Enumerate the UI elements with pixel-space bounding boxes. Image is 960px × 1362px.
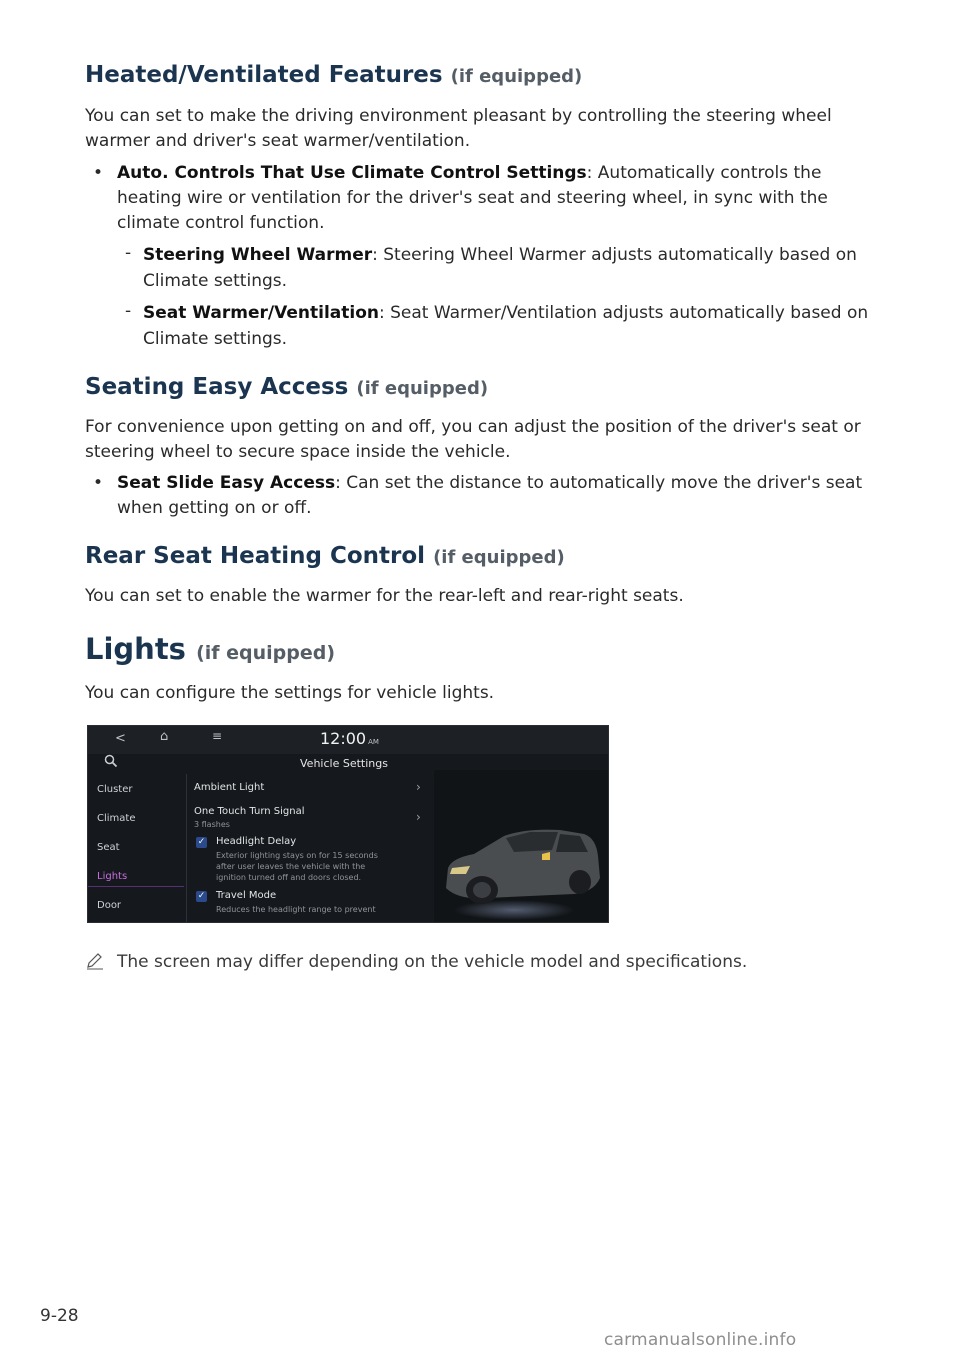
clock: 12:00 AM [320,729,379,748]
page-number: 9-28 [40,1306,79,1326]
rear-seat-intro: You can set to enable the warmer for the rear-left and rear-right seats. [85,586,684,606]
sidebar-item-door: Door [97,900,122,911]
travel-mode-row: Travel Mode [216,890,277,901]
chevron-right-icon: › [416,810,421,824]
heated-intro: You can set to make the driving environment pleasant by controlling the steering wheel warmer and driver's seat warmer/ventilation. [85,106,832,151]
steering-wheel-warmer-item: - Steering Wheel Warmer: Steering Wheel Warmer adjusts automatically based on Climate settings. [125,243,857,291]
seating-title: Seating Easy Access (if equipped) [85,374,489,400]
watermark: carmanualsonline.info [604,1330,797,1350]
home-icon: ⌂ [160,729,169,744]
menu-icon: ≡ [212,729,223,743]
if-equipped-tag: (if equipped) [356,378,489,399]
active-indicator [88,886,184,887]
turn-signal-value: 3 flashes [194,820,230,829]
sidebar-item-seat: Seat [97,842,120,853]
if-equipped-tag: (if equipped) [450,66,583,87]
travel-mode-desc: Reduces the headlight range to prevent [216,905,376,914]
lights-intro: You can configure the settings for vehicle lights. [85,683,495,703]
vehicle-settings-screenshot [87,725,609,923]
checkbox-checked-icon: ✓ [197,837,206,847]
if-equipped-tag: (if equipped) [196,642,336,664]
seat-warmer-ventilation-item: - Seat Warmer/Ventilation: Seat Warmer/Ventilation adjusts automatically based on Climate settings. [125,301,869,349]
search-icon [104,754,118,768]
manual-page-content [85,58,885,923]
lights-title: Lights (if equipped) [85,632,336,666]
sidebar-item-lights: Lights [97,871,128,882]
sidebar-item-cluster: Cluster [97,784,133,795]
turn-signal-row: One Touch Turn Signal [194,806,305,817]
headlight-delay-desc: ignition turned off and doors closed. [216,873,362,882]
vehicle-illustration [434,770,608,922]
note [85,950,747,974]
settings-sidebar [88,774,184,922]
heated-bullet: • Auto. Controls That Use Climate Control Settings: Automatically controls the heating wire or ventilation for the driver's seat and steering wheel, in sync with the climate control function. [93,163,828,233]
rear-seat-title: Rear Seat Heating Control (if equipped) [85,543,565,569]
sidebar-divider [186,774,187,922]
ambient-light-row: Ambient Light [194,782,265,793]
back-icon: < [115,731,126,746]
screen-top-bar [88,726,608,754]
note-text: The screen may differ depending on the vehicle model and specifications. [117,952,748,972]
if-equipped-tag: (if equipped) [433,547,565,568]
heated-title: Heated/Ventilated Features (if equipped) [85,62,583,88]
pencil-note-icon [85,952,105,970]
checkbox-checked-icon: ✓ [197,891,206,901]
screen-title: Vehicle Settings [300,757,388,770]
sidebar-item-climate: Climate [97,813,136,824]
headlight-delay-row: Headlight Delay [216,836,297,847]
chevron-right-icon: › [416,780,421,794]
headlight-delay-desc: Exterior lighting stays on for 15 seconds [216,851,378,860]
seating-bullet: • Seat Slide Easy Access: Can set the distance to automatically move the driver's seat when getting on or off. [93,473,863,518]
seating-intro: For convenience upon getting on and off, you can adjust the position of the driver's seat or steering wheel to secure space inside the vehicle. [85,417,861,462]
headlight-delay-desc: after user leaves the vehicle with the [216,862,366,871]
